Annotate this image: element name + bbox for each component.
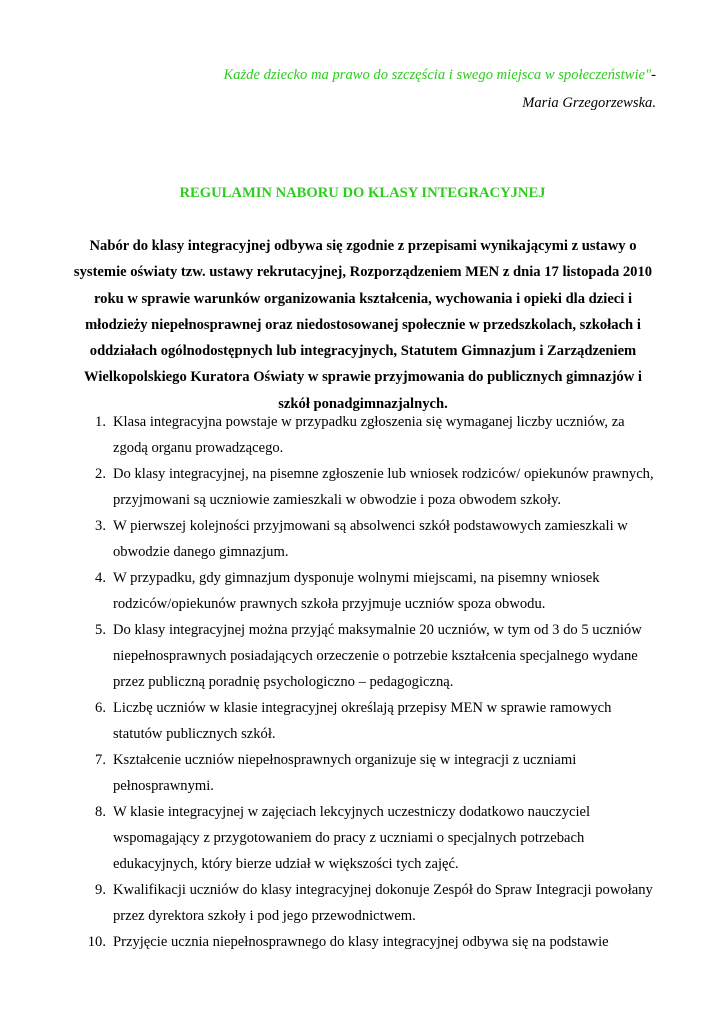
rule-number: 6.: [95, 700, 106, 716]
intro-line: Nabór do klasy integracyjnej odbywa się zgodnie z przepisami wynikającymi z ustawy o: [89, 238, 637, 254]
rule-line: W pierwszej kolejności przyjmowani są absolwenci szkół podstawowych zamieszkali w: [113, 518, 628, 534]
rule-number: 3.: [95, 518, 106, 534]
rule-number: 7.: [95, 752, 106, 768]
intro-line: szkół ponadgimnazjalnych.: [278, 395, 448, 412]
intro-paragraph: [66, 233, 660, 417]
motto-dash: -: [651, 67, 656, 83]
rule-number: 10.: [87, 934, 106, 950]
rule-line: Przyjęcie ucznia niepełnosprawnego do klasy integracyjnej odbywa się na podstawie: [113, 934, 609, 950]
rule-line: niepełnosprawnych posiadających orzeczenie o potrzebie kształcenia specjalnego wydane: [113, 648, 638, 664]
rule-line: rodziców/opiekunów prawnych szkoła przyjmuje uczniów spoza obwodu.: [113, 596, 546, 612]
intro-line: Wielkopolskiego Kuratora Oświaty w sprawie przyjmowania do publicznych gimnazjów i: [84, 369, 642, 386]
rule-line: Kształcenie uczniów niepełnosprawnych organizuje się w integracji z uczniami: [113, 752, 577, 768]
rule-line: Klasa integracyjna powstaje w przypadku zgłoszenia się wymaganej liczby uczniów, za: [113, 414, 625, 430]
rule-line: edukacyjnych, który bierze udział w większości tych zajęć.: [113, 856, 459, 872]
rule-item: [80, 565, 666, 617]
rule-item: [80, 617, 666, 695]
rule-item: [80, 461, 666, 513]
rule-line: zgodą organu prowadzącego.: [113, 440, 284, 456]
rule-item: [80, 799, 666, 877]
rule-line: pełnosprawnymi.: [113, 778, 214, 794]
rule-line: obwodzie danego gimnazjum.: [113, 544, 289, 560]
rule-line: W klasie integracyjnej w zajęciach lekcyjnych uczestniczy dodatkowo nauczyciel: [113, 804, 591, 820]
rule-line: przez publiczną poradnię psychologiczno – pedagogiczną.: [113, 674, 454, 690]
rule-item: [80, 877, 666, 929]
rule-number: 9.: [95, 882, 106, 898]
intro-line: oddziałach ogólnodostępnych lub integracyjnych, Statutem Gimnazjum i Zarządzeniem: [89, 343, 637, 360]
intro-line: roku w sprawie warunków organizowania kształcenia, wychowania i opieki dla dzieci i: [93, 290, 633, 307]
rule-number: 5.: [95, 622, 106, 638]
rule-number: 1.: [95, 414, 106, 430]
rule-item: [80, 747, 666, 799]
rule-line: wspomagający z przygotowaniem do pracy z uczniami o specjalnych potrzebach: [113, 830, 585, 846]
intro-line: systemie oświaty tzw. ustawy rekrutacyjnej, Rozporządzeniem MEN z dnia 17 listopada 2010: [73, 264, 653, 281]
rule-item: [80, 513, 666, 565]
rule-line: przez dyrektora szkoły i pod jego przewodnictwem.: [113, 908, 416, 924]
intro-line: młodzieży niepełnosprawnej oraz niedostosowanej społecznie w przedszkolach, szkołach i: [85, 316, 641, 333]
rule-number: 2.: [95, 466, 106, 482]
rule-line: W przypadku, gdy gimnazjum dysponuje wolnymi miejscami, na pisemny wniosek: [113, 570, 600, 586]
rule-number: 4.: [95, 570, 106, 586]
rule-line: statutów publicznych szkół.: [113, 726, 276, 742]
rule-line: Do klasy integracyjnej można przyjąć maksymalnie 20 uczniów, w tym od 3 do 5 uczniów: [113, 622, 642, 638]
motto-quote-text: Każde dziecko ma prawo do szczęścia i swego miejsca w społeczeństwie": [223, 67, 652, 83]
rule-number: 8.: [95, 804, 106, 820]
rule-line: Do klasy integracyjnej, na pisemne zgłoszenie lub wniosek rodziców/ opiekunów prawnych,: [113, 466, 654, 482]
motto-quote: [120, 62, 656, 88]
rule-line: Liczbę uczniów w klasie integracyjnej określają przepisy MEN w sprawie ramowych: [113, 700, 612, 716]
rule-item: [80, 929, 666, 955]
rule-line: przyjmowani są uczniowie zamieszkali w obwodzie i poza obwodem szkoły.: [113, 492, 562, 508]
rule-item: [80, 695, 666, 747]
rules-list: [80, 409, 666, 955]
motto-author: Maria Grzegorzewska.: [522, 95, 656, 111]
rule-line: Kwalifikacji uczniów do klasy integracyjnej dokonuje Zespół do Spraw Integracji powołany: [113, 882, 653, 898]
rule-item: [80, 409, 666, 461]
document-title: REGULAMIN NABORU DO KLASY INTEGRACYJNEJ: [179, 185, 546, 201]
